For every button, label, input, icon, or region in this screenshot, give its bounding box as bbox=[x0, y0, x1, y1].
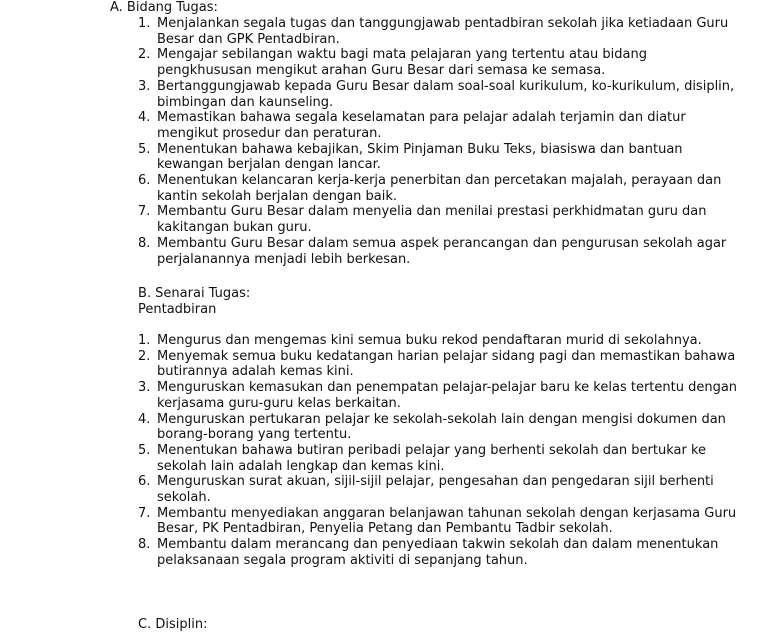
section-a-list bbox=[138, 16, 738, 267]
list-item: 8. Membantu Guru Besar dalam semua aspek perancangan dan pengurusan sekolah agar perjalanannya menjadi lebih berkesan. bbox=[138, 235, 727, 267]
list-item: 7. Membantu menyediakan anggaran belanjawan tahunan sekolah dengan kerjasama Guru Besar, PK Pentadbiran, Penyelia Petang dan Pembantu Tadbir sekolah. bbox=[138, 505, 737, 537]
list-item: 8. Membantu dalam merancang dan penyediaan takwin sekolah dan dalam menentukan pelaksanaan segala program aktiviti di sepanjang tahun. bbox=[138, 537, 719, 568]
list-item: 6. Menentukan kelancaran kerja-kerja penerbitan dan percetakan majalah, perayaan dan kantin sekolah berjalan dengan baik. bbox=[138, 173, 722, 204]
section-c-heading: C. Disiplin: bbox=[138, 617, 208, 632]
list-item: 3. Bertanggungjawab kepada Guru Besar dalam soal-soal kurikulum, ko-kurikulum, disiplin, bimbingan dan kaunseling. bbox=[138, 78, 735, 110]
list-item: 2. Mengajar sebilangan waktu bagi mata pelajaran yang tertentu atau bidang pengkhususan mengikut arahan Guru Besar dari semasa ke semasa. bbox=[138, 47, 647, 79]
list-item: 5. Menentukan bahawa kebajikan, Skim Pinjaman Buku Teks, biasiswa dan bantuan kewangan berjalan dengan lancar. bbox=[138, 141, 683, 173]
list-item: 3. Menguruskan kemasukan dan penempatan pelajar-pelajar baru ke kelas tertentu dengan kerjasama guru-guru kelas berkaitan. bbox=[138, 380, 738, 411]
list-item: 2. Menyemak semua buku kedatangan harian pelajar sidang pagi dan memastikan bahawa butirannya adalah kemas kini. bbox=[138, 348, 736, 380]
section-b-heading: B. Senarai Tugas: bbox=[138, 286, 251, 301]
list-item: 5. Menentukan bahawa butiran peribadi pelajar yang berhenti sekolah dan bertukar ke sekolah lain adalah lengkap dan kemas kini. bbox=[138, 442, 707, 474]
list-item: 4. Menguruskan pertukaran pelajar ke sekolah-sekolah lain dengan mengisi dokumen dan borang-borang yang tertentu. bbox=[138, 411, 726, 443]
list-item: 4. Memastikan bahawa segala keselamatan para pelajar adalah terjamin dan diatur mengikut prosedur dan peraturan. bbox=[138, 110, 686, 141]
section-b-list bbox=[138, 333, 738, 569]
list-item: 1. Menjalankan segala tugas dan tanggungjawab pentadbiran sekolah jika ketiadaan Guru Besar dan GPK Pentadbiran. bbox=[138, 16, 729, 47]
list-item: 7. Membantu Guru Besar dalam menyelia dan menilai prestasi perkhidmatan guru dan kakitangan bukan guru. bbox=[138, 204, 707, 236]
section-b-subheading: Pentadbiran bbox=[138, 302, 217, 317]
list-item: 1. Mengurus dan mengemas kini semua buku rekod pendaftaran murid di sekolahnya. bbox=[138, 333, 702, 348]
list-item: 6. Menguruskan surat akuan, sijil-sijil pelajar, pengesahan dan pengedaran sijil berhenti sekolah. bbox=[138, 474, 714, 506]
section-a-heading: A. Bidang Tugas: bbox=[110, 0, 218, 15]
